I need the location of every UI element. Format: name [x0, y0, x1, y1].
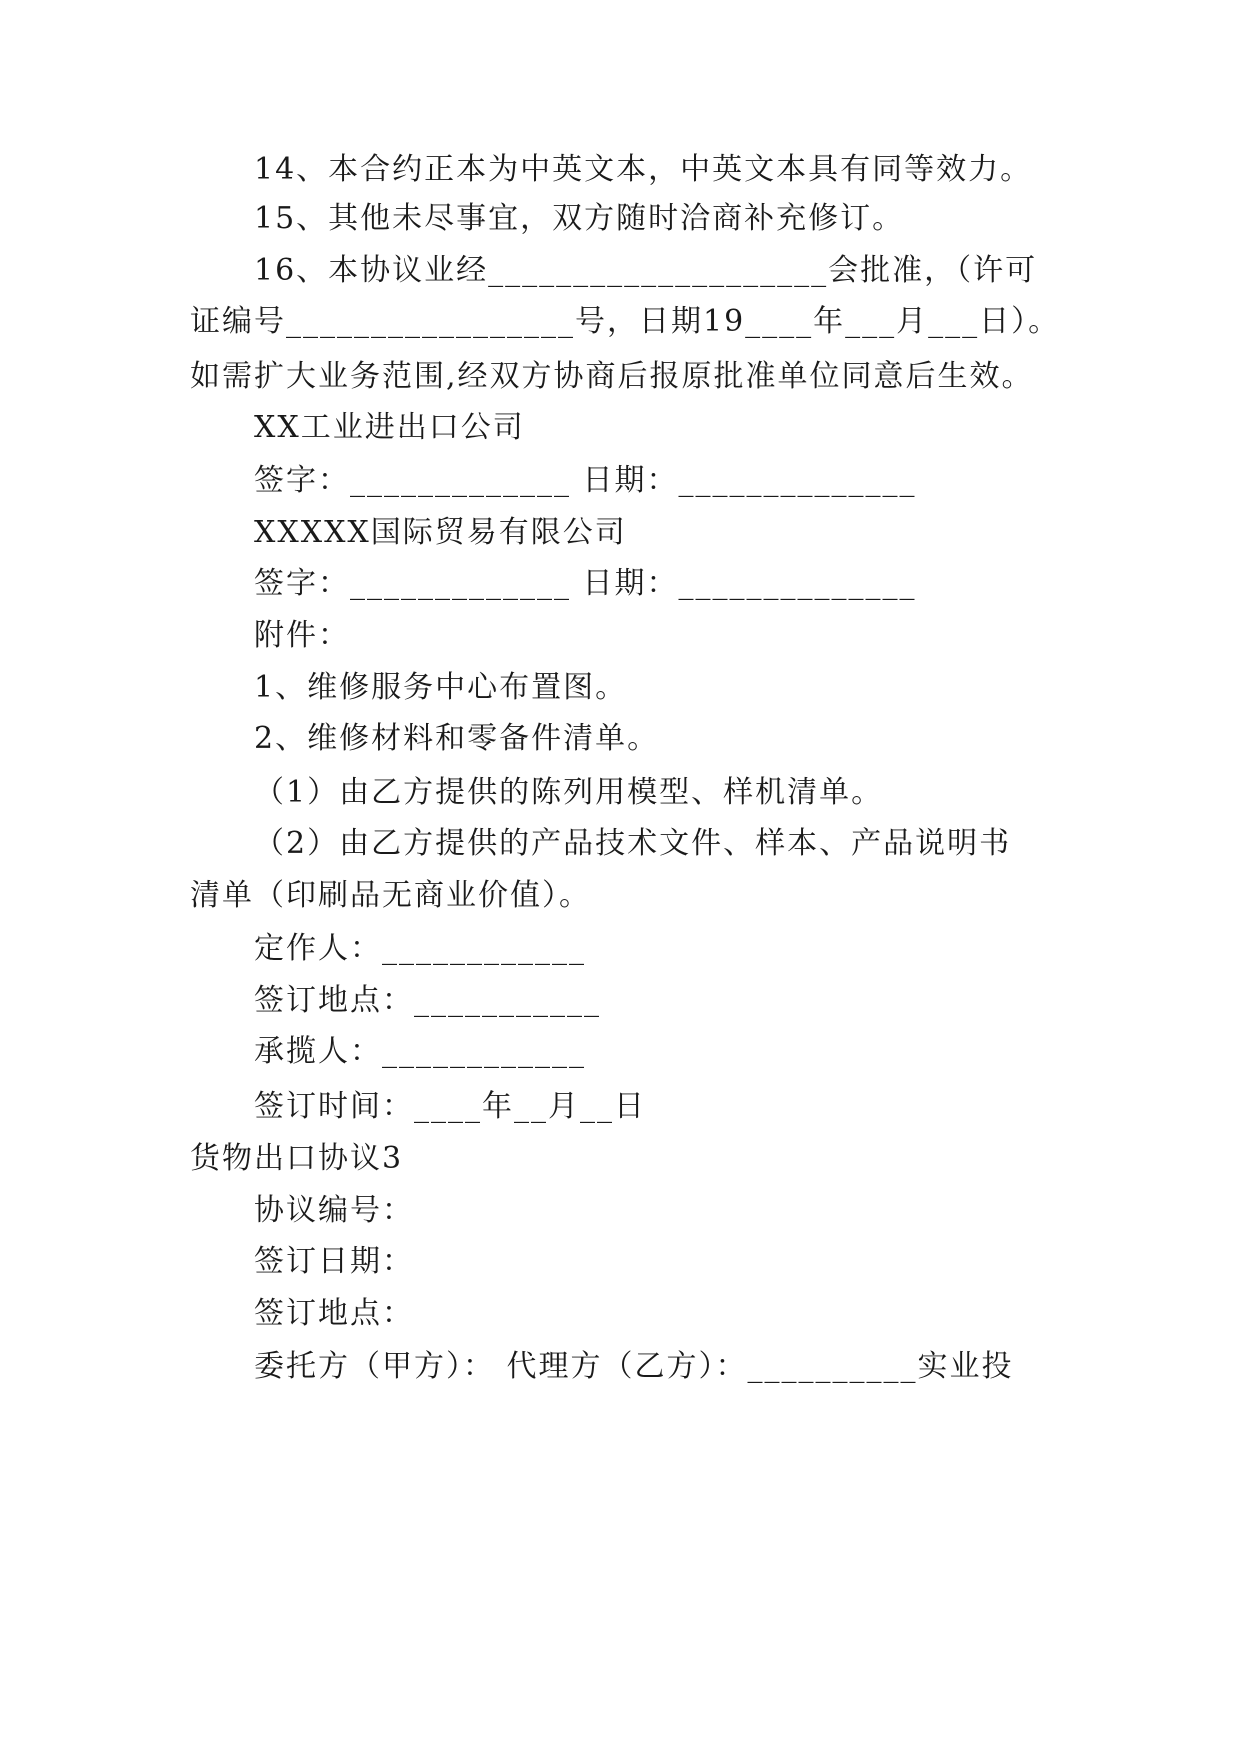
party-a-name: XX工业进出口公司 — [254, 410, 525, 445]
clause-14: 14、本合约正本为中英文本，中英文本具有同等效力。 — [254, 152, 1033, 187]
attachment-2-item-1: （1）由乙方提供的陈列用模型、样机清单。 — [254, 775, 884, 810]
undertaker-field: 承揽人：____________ — [254, 1034, 586, 1069]
signing-location-field: 签订地点： — [254, 1296, 414, 1331]
party-b-signature: 签字：_____________ 日期：______________ — [254, 566, 917, 601]
signing-date-field: 签订日期： — [254, 1244, 414, 1279]
agreement-3-title: 货物出口协议3 — [190, 1141, 404, 1176]
contractor-field: 定作人：____________ — [254, 931, 586, 966]
attachment-1: 1、维修服务中心布置图。 — [254, 670, 628, 705]
signing-time-field: 签订时间：____年__月__日 — [254, 1089, 646, 1124]
parties-line: 委托方（甲方）： 代理方（乙方）：__________实业投 — [254, 1349, 1014, 1384]
party-a-signature: 签字：_____________ 日期：______________ — [254, 463, 917, 498]
clause-15: 15、其他未尽事宜，双方随时洽商补充修订。 — [254, 201, 905, 236]
attachment-2-item-2: （2）由乙方提供的产品技术文件、样本、产品说明书 — [254, 826, 1012, 861]
party-b-name: XXXXX国际贸易有限公司 — [254, 515, 627, 550]
clause-16-part2: 证编号_________________号，日期19____年___月___日）。 — [190, 304, 1061, 339]
attachments-heading: 附件： — [254, 618, 350, 653]
clause-16-part3: 如需扩大业务范围,经双方协商后报原批准单位同意后生效。 — [190, 359, 1034, 394]
clause-16-part1: 16、本协议业经____________________会批准，（许可 — [254, 253, 1038, 288]
attachment-2-item-2-cont: 清单（印刷品无商业价值）。 — [190, 878, 591, 913]
signing-place-field: 签订地点：___________ — [254, 983, 601, 1018]
attachment-2: 2、维修材料和零备件清单。 — [254, 721, 660, 756]
agreement-number-field: 协议编号： — [254, 1193, 414, 1228]
